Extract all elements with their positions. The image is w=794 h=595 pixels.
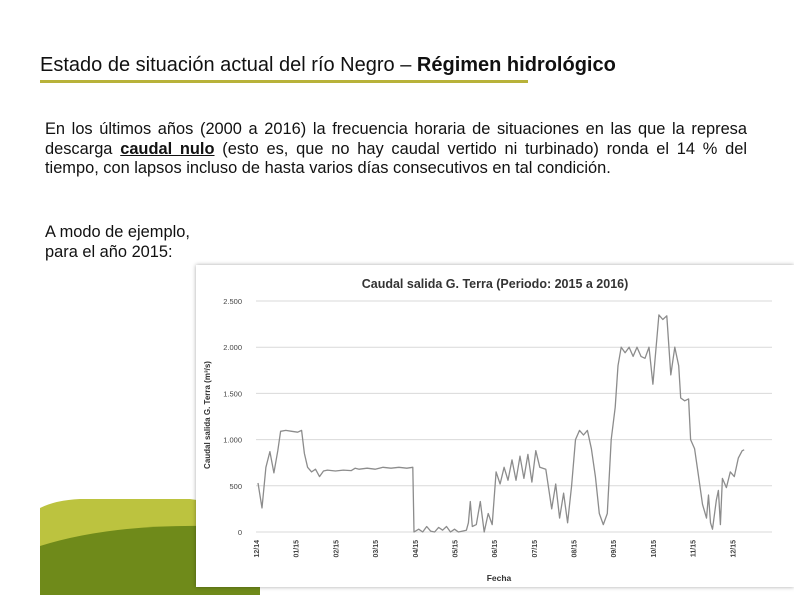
x-tick-label: 12/14	[254, 540, 261, 558]
intro-paragraph	[45, 120, 747, 179]
x-tick-label: 04/15	[412, 540, 420, 558]
title-bold: Régimen hidrológico	[416, 54, 616, 76]
paragraph-part-1: En los últimos años (2000 a 2016) la frecuencia horaria de situaciones en las que la represa descarga	[45, 120, 747, 158]
chart-title: Caudal salida G. Terra (Periodo: 2015 a 2016)	[361, 277, 629, 291]
y-tick-label: 0	[237, 528, 242, 537]
chart-frame	[196, 265, 794, 587]
paragraph-part-2: (esto es, que no hay caudal vertido ni turbinado) ronda el 14 % del tiempo, con lapsos incluso de hasta varios días consecutivos en tal condición.	[45, 139, 747, 178]
y-tick-label: 1.000	[223, 435, 242, 445]
x-axis-label: Fecha	[486, 573, 512, 583]
x-tick-label: 11/15	[690, 540, 698, 558]
title-regular: Estado de situación actual del río Negro –	[40, 54, 417, 76]
flow-chart	[196, 265, 794, 587]
title-underline	[40, 80, 528, 83]
plot-area	[223, 297, 772, 558]
x-tick-label: 10/15	[650, 540, 658, 558]
example-line-1: A modo de ejemplo,	[45, 223, 190, 241]
x-tick-label: 02/15	[333, 540, 341, 558]
x-tick-label: 06/15	[492, 540, 500, 558]
y-axis-label: Caudal salida G. Terra (m³/s)	[203, 361, 212, 469]
y-tick-label: 2.000	[223, 343, 242, 353]
y-tick-label: 500	[229, 481, 242, 491]
y-tick-label: 1.500	[223, 389, 242, 399]
slide-title	[40, 54, 616, 77]
x-tick-label: 03/15	[373, 540, 381, 558]
example-line-2: para el año 2015:	[45, 243, 173, 261]
x-tick-label: 01/15	[293, 540, 301, 558]
x-tick-label: 07/15	[531, 540, 539, 558]
paragraph-emphasis: caudal nulo	[120, 139, 215, 158]
example-caption	[45, 222, 190, 262]
x-tick-label: 12/15	[730, 540, 738, 558]
x-tick-label: 09/15	[611, 540, 619, 558]
x-tick-label: 08/15	[571, 540, 579, 558]
y-tick-label: 2.500	[223, 297, 242, 306]
x-tick-label: 05/15	[452, 540, 460, 558]
